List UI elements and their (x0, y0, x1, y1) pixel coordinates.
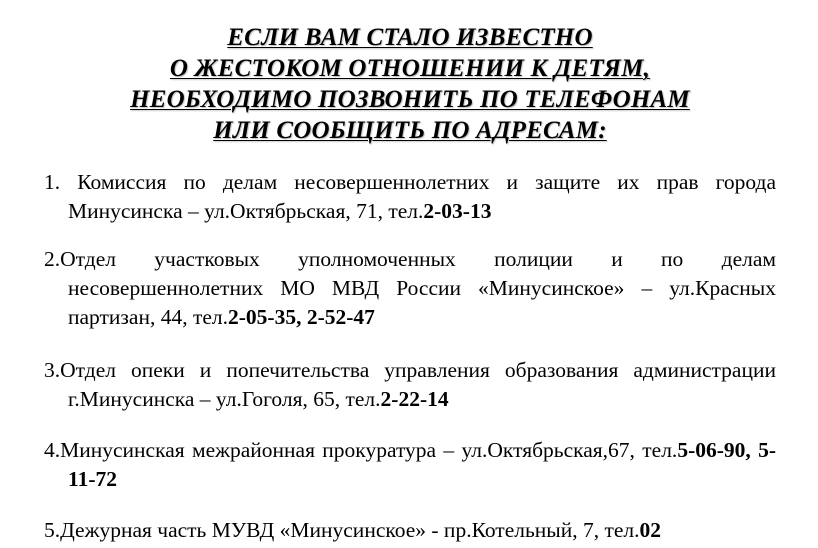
heading-line-1: ЕСЛИ ВАМ СТАЛО ИЗВЕСТНО (227, 24, 593, 51)
list-item (44, 245, 776, 332)
contact-list (44, 168, 776, 545)
contact-description: 2.Отдел участковых уполномоченных полиции и по делам несовершеннолетних МО МВД России «Минусинское» – ул.Красных партизан, 44, тел. (44, 247, 776, 329)
list-item (44, 516, 776, 545)
phone-number: 02 (639, 518, 662, 542)
list-item (44, 436, 776, 494)
phone-number: 5-06-90, 5-11-72 (68, 438, 776, 491)
heading-line-4: ИЛИ СООБЩИТЬ ПО АДРЕСАМ: (213, 117, 607, 144)
contact-description: 5.Дежурная часть МУВД «Минусинское» - пр.Котельный, 7, тел. (44, 518, 640, 542)
heading-line-3: НЕОБХОДИМО ПОЗВОНИТЬ ПО ТЕЛЕФОНАМ (130, 86, 690, 113)
contact-description: 4.Минусинская межрайонная прокуратура – ул.Октябрьская,67, тел. (44, 438, 678, 462)
phone-number: 2-03-13 (423, 199, 492, 223)
heading-line-2: О ЖЕСТОКОМ ОТНОШЕНИИ К ДЕТЯМ, (169, 55, 651, 82)
list-item (44, 168, 776, 226)
list-item (44, 356, 776, 414)
phone-number: 2-22-14 (380, 387, 449, 411)
contact-description: 3.Отдел опеки и попечительства управления образования администрации г.Минусинска – ул.Гоголя, 65, тел. (44, 358, 776, 411)
phone-number: 2-05-35, 2-52-47 (228, 305, 375, 329)
contact-description: 1. Комиссия по делам несовершеннолетних и защите их прав города Минусинска – ул.Октябрьская, 71, тел. (44, 170, 776, 223)
notice-heading (60, 22, 760, 146)
